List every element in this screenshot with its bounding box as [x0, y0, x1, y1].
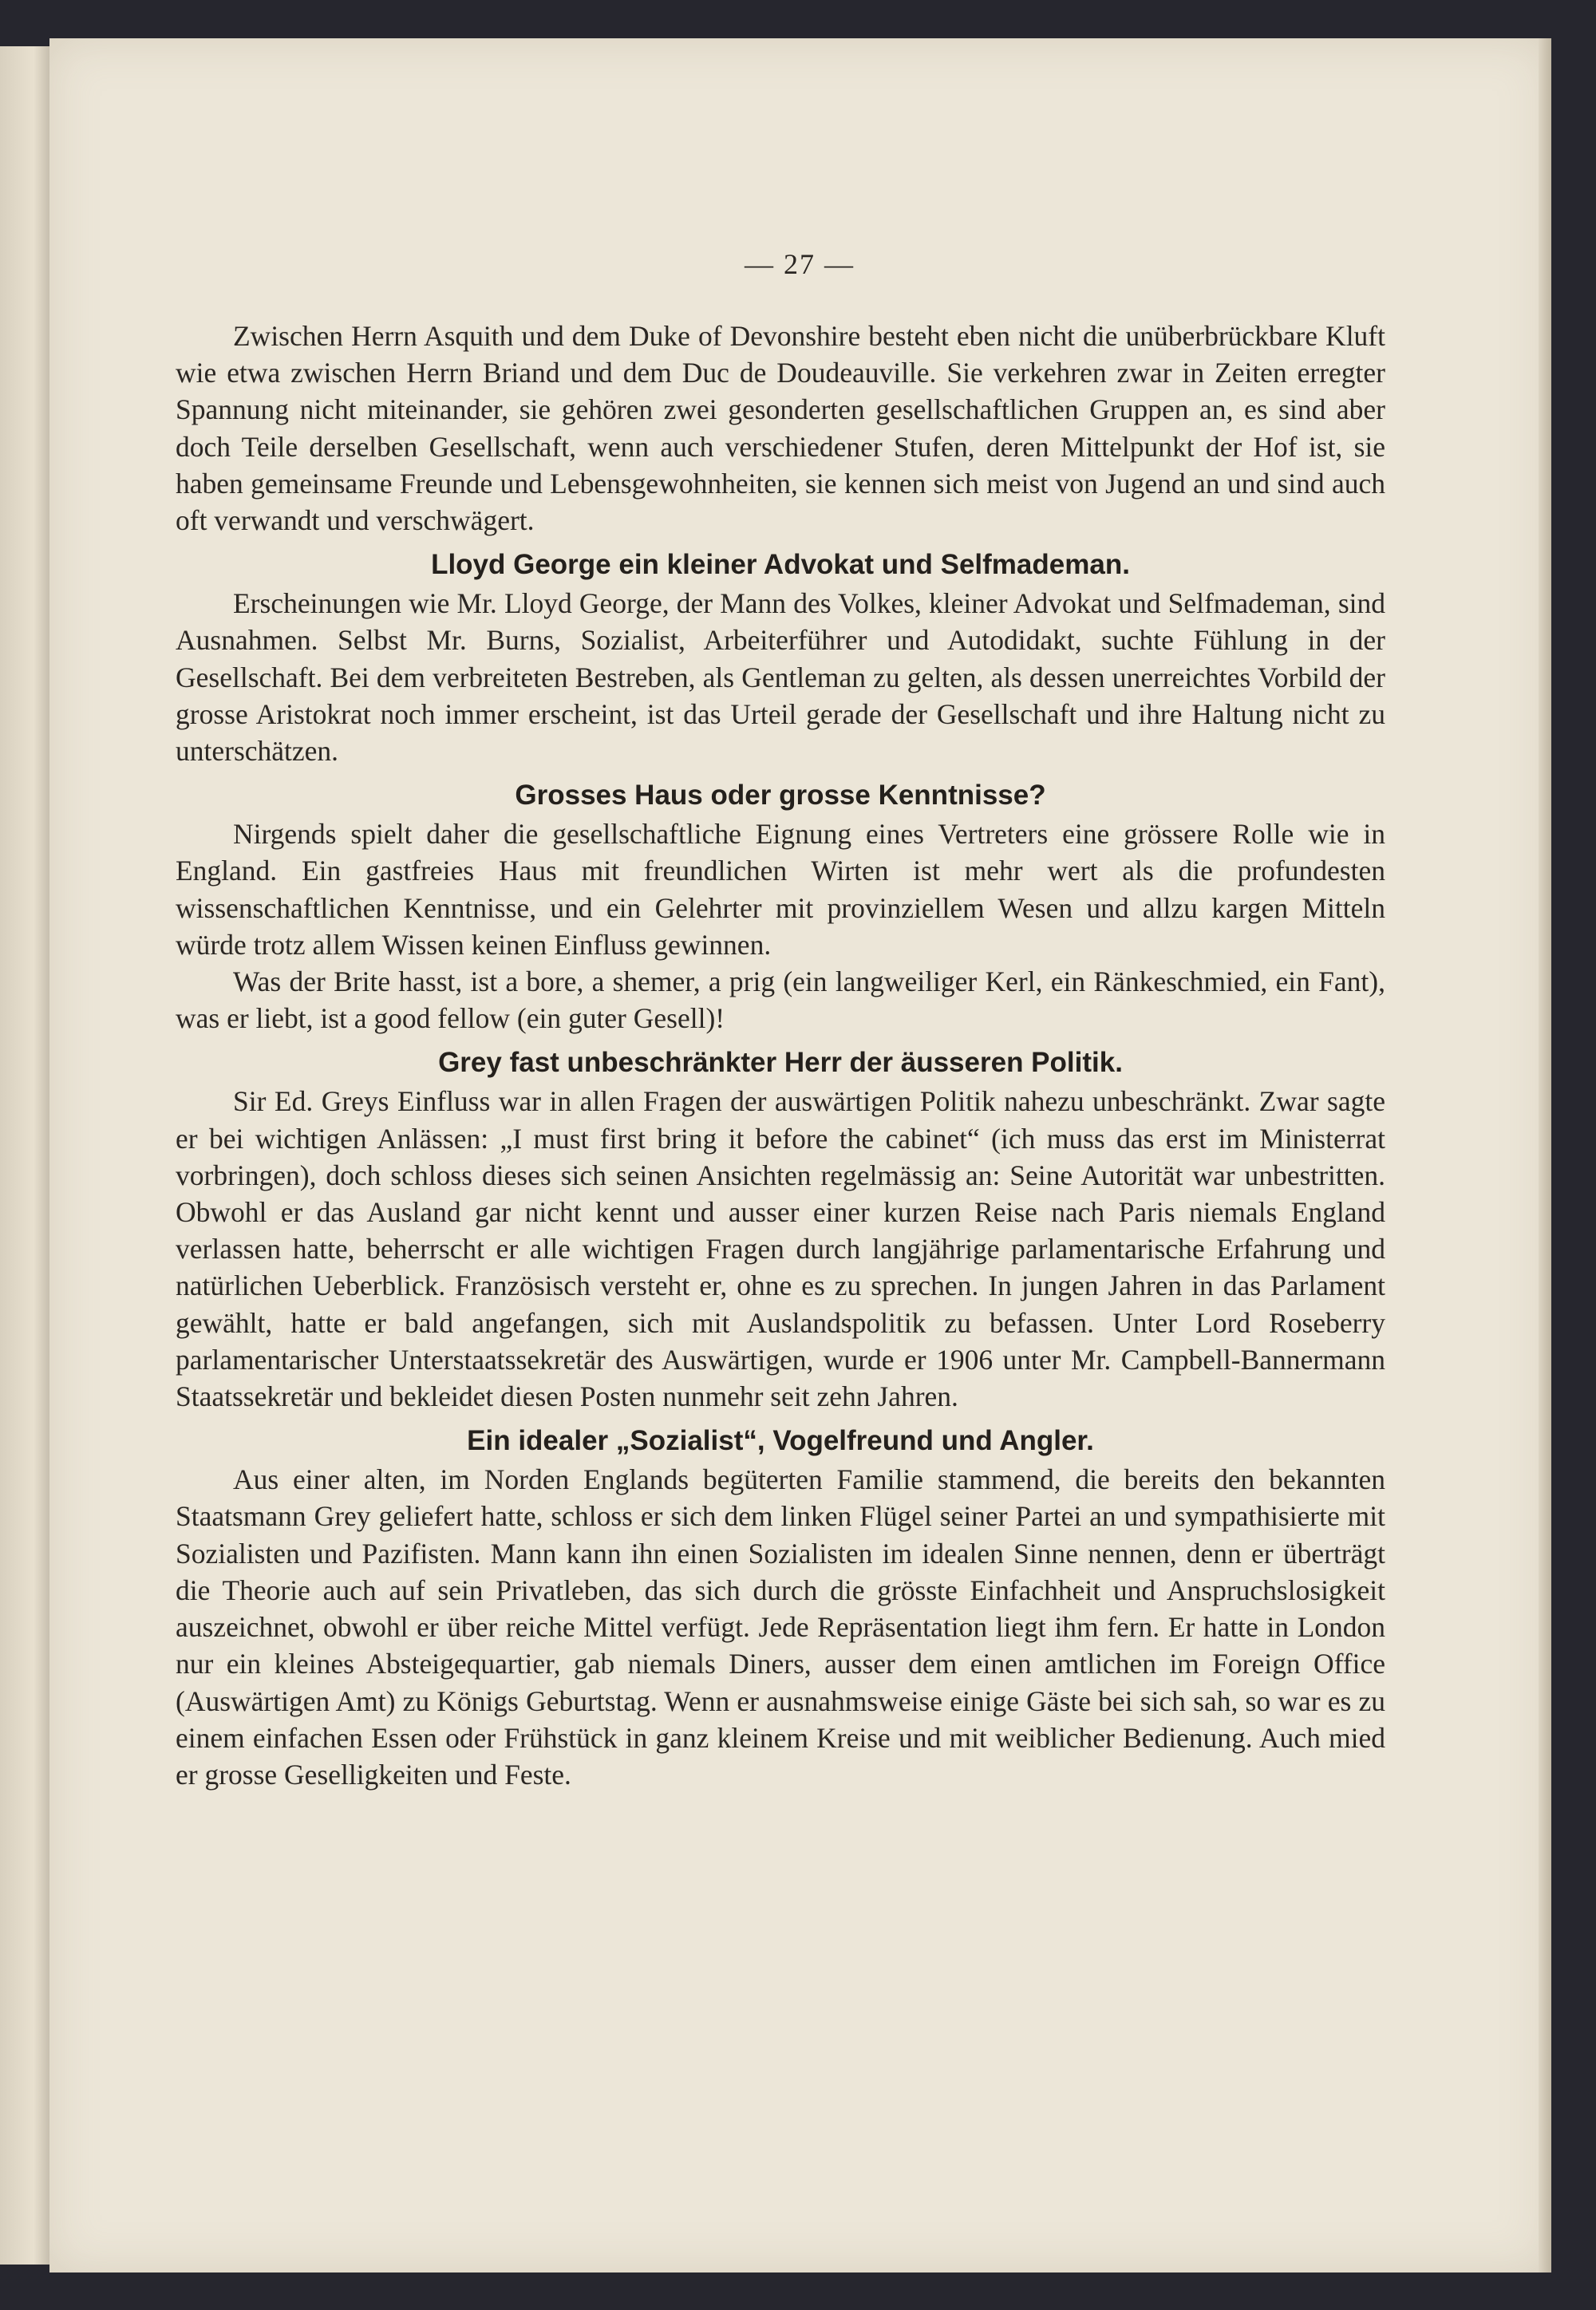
- section-heading: Ein idealer „Sozialist“, Vogelfreund und Angler.: [467, 1425, 1094, 1457]
- facing-page-edge: [0, 46, 56, 2265]
- paragraph: Zwischen Herrn Asquith und dem Duke of Devonshire besteht eben nicht die unüberbrückbare Kluft wie etwa zwischen Herrn Briand und dem Duc de Doudeauville. Sie verkehren zwar in Zeiten erregter Spannung nicht miteinander, sie gehören zwei gesonderten gesellschaftlichen Gruppen an, es sind aber doch Teile derselben Gesellschaft, wenn auch verschiedener Stufen, deren Mittelpunkt der Hof ist, sie haben gemeinsame Freunde und Lebensgewohnheiten, sie kennen sich meist von Jugend an und sind auch oft verwandt und verschwägert.: [176, 320, 1385, 537]
- section-heading: Grosses Haus oder grosse Kenntnisse?: [515, 780, 1046, 811]
- section-heading: Grey fast unbeschränkter Herr der äusseren Politik.: [438, 1047, 1123, 1079]
- page-right-edge: [1539, 38, 1551, 2272]
- page-number: — 27 —: [745, 248, 855, 280]
- book-page: [49, 38, 1550, 2272]
- paragraph: Aus einer alten, im Norden Englands begüterten Familie stammend, die bereits den bekannten Staatsmann Grey geliefert hatte, schloss er sich dem linken Flügel seiner Partei an und sympathisierte mit Sozialisten und Pazifisten. Mann kann ihn einen Sozialisten im idealen Sinne nennen, denn er überträgt die Theorie auch auf sein Privatleben, das sich durch die grösste Einfachheit und Anspruchslosigkeit auszeichnet, obwohl er über reiche Mittel verfügt. Jede Repräsentation liegt ihm fern. Er hatte in London nur ein kleines Absteigequartier, gab niemals Diners, ausser dem einen amtlichen im Foreign Office (Auswärtigen Amt) zu Königs Geburtstag. Wenn er ausnahmsweise einige Gäste bei sich sah, so war es zu einem einfachen Essen oder Frühstück in ganz kleinem Kreise und mit weiblicher Bedienung. Auch mied er grosse Geselligkeiten und Feste.: [176, 1463, 1385, 1791]
- page-body: [176, 318, 1385, 1793]
- paragraph: Nirgends spielt daher die gesellschaftliche Eignung eines Vertreters eine grössere Rolle wie in England. Ein gastfreies Haus mit freundlichen Wirten ist mehr wert als die profundesten wissenschaftlichen Kenntnisse, und ein Gelehrter mit provinziellem Wesen und allzu kargen Mitteln würde trotz allem Wissen keinen Einfluss gewinnen.: [176, 818, 1385, 961]
- paragraph: Was der Brite hasst, ist a bore, a shemer, a prig (ein langweiliger Kerl, ein Ränkeschmied, ein Fant), was er liebt, ist a good fellow (ein guter Gesell)!: [176, 965, 1385, 1035]
- paragraph: Sir Ed. Greys Einfluss war in allen Fragen der auswärtigen Politik nahezu unbeschränkt. Zwar sagte er bei wichtigen Anlässen: „I must first bring it before the cabinet“ (ich muss das erst im Ministerrat vorbringen), doch schloss dieses sich seinen Ansichten regelmässig an: Seine Autorität war unbestritten. Obwohl er das Ausland gar nicht kennt und ausser einer kurzen Reise nach Paris niemals England verlassen hatte, beherrscht er alle wichtigen Fragen durch langjährige parlamentarische Erfahrung und natürlichen Ueberblick. Französisch versteht er, ohne es zu sprechen. In jungen Jahren in das Parlament gewählt, hatte er bald angefangen, sich mit Auslandspolitik zu befassen. Unter Lord Roseberry parlamentarischer Unterstaatssekretär des Auswärtigen, wurde er 1906 unter Mr. Campbell-Bannermann Staatssekretär und bekleidet diesen Posten nunmehr seit zehn Jahren.: [176, 1085, 1385, 1413]
- section-heading: Lloyd George ein kleiner Advokat und Selfmademan.: [431, 549, 1130, 581]
- paragraph: Erscheinungen wie Mr. Lloyd George, der Mann des Volkes, kleiner Advokat und Selfmademan, sind Ausnahmen. Selbst Mr. Burns, Sozialist, Arbeiterführer und Autodidakt, suchte Fühlung in der Gesellschaft. Bei dem verbreiteten Bestreben, als Gentleman zu gelten, als dessen unerreichtes Vorbild der grosse Aristokrat noch immer erscheint, ist das Urteil gerade der Gesellschaft und ihre Haltung nicht zu unterschätzen.: [176, 587, 1385, 768]
